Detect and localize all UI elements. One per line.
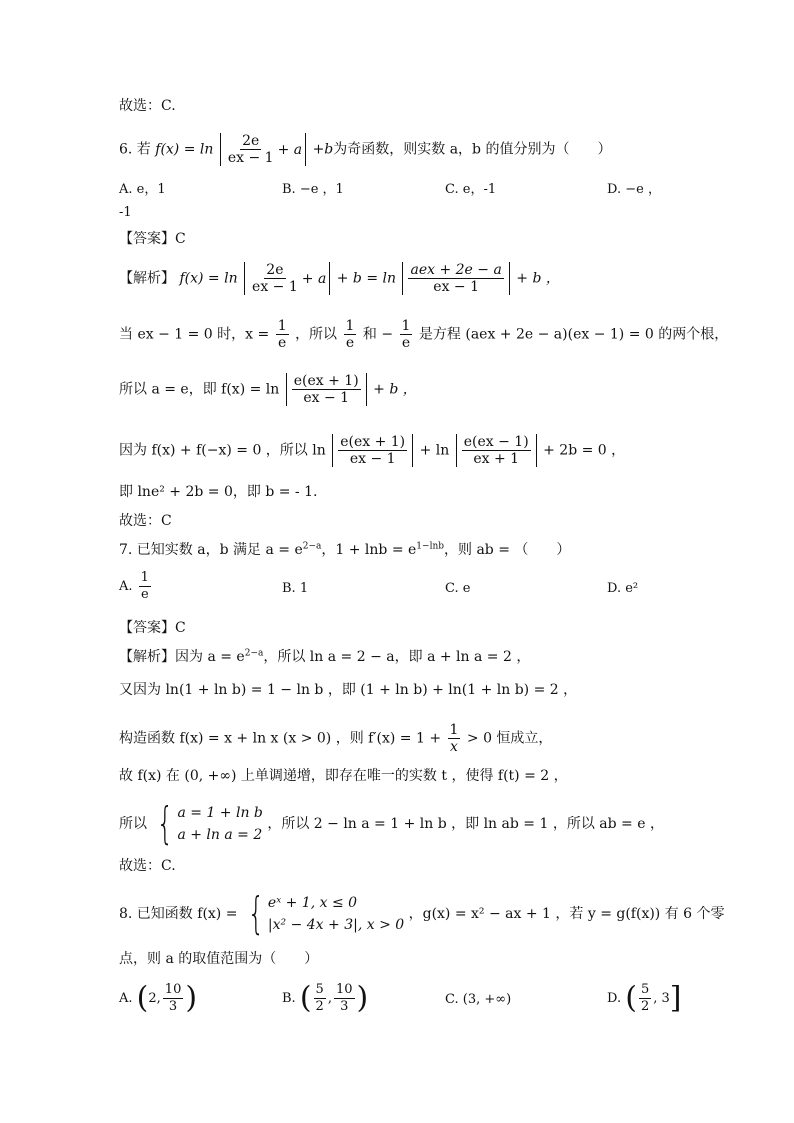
s7-l1-b: ，所以 ln a = 2 − a，即 a + ln a = 2 ， <box>263 649 531 665</box>
question-7 <box>119 540 570 560</box>
q7-a-den: e <box>140 587 149 602</box>
q8-d-label: D. <box>607 991 622 1006</box>
s7-l5-a: 所以 <box>119 816 147 832</box>
solution-label: 【解析】 <box>119 270 175 287</box>
s6-num-8: e(ex − 1) <box>463 434 529 450</box>
q6-frac <box>226 133 276 166</box>
s6-frac-3 <box>276 318 289 351</box>
q7-text: 7. 已知实数 a，b 满足 a = e <box>119 542 303 558</box>
question-8 <box>119 888 725 939</box>
s6-num-3: 1 <box>277 318 287 334</box>
s6-abs-5 <box>456 434 537 467</box>
solution-7-line-2: 又因为 ln(1 + ln b) = 1 − ln b ，即 (1 + ln b) + ln(1 + ln b) = 2 ， <box>119 682 578 698</box>
solution-7-line-4: 故 f(x) 在 (0, +∞) 上单调递增，即存在唯一的实数 t ，使得 f(t) = 2 ， <box>119 768 568 784</box>
answer-6: 【答案】C <box>119 231 186 247</box>
q8-d-num: 5 <box>640 982 650 997</box>
s6-l3-a: 所以 a = e，即 f(x) = ln <box>119 381 280 398</box>
q8-b: ，g(x) = x² − ax + 1 ，若 y = g(f(x)) 有 6 个零 <box>408 906 725 922</box>
q8-a: 8. 已知函数 f(x) = <box>119 906 238 922</box>
s6-l4-c: + 2b = 0 ， <box>543 442 626 459</box>
q7-option-b: B. 1 <box>282 581 309 596</box>
q6-option-d: D. −e ， <box>607 182 661 197</box>
q8-a-lead: 2, <box>148 991 161 1006</box>
s6-num-2: aex + 2e − a <box>410 262 502 278</box>
s6-l4-a: 因为 f(x) + f(−x) = 0 ，所以 ln <box>119 442 326 459</box>
q6-option-b: B. −e ，1 <box>282 182 344 197</box>
solution-7-line-1 <box>119 647 530 667</box>
s7-l5-b: ，所以 2 − ln a = 1 + ln b ，即 ln ab = 1 ，所以 ab = e ， <box>267 816 664 832</box>
q8-b-num-1: 5 <box>315 982 324 997</box>
q6-option-a: A. e，1 <box>119 182 166 197</box>
q8-option-a <box>119 982 197 1015</box>
q8-a-label: A. <box>119 991 133 1006</box>
q6-tail: 为奇函数，则实数 a，b 的值分别为（ ） <box>333 141 612 158</box>
q7-option-a <box>119 570 153 603</box>
solution-6-line-5: 即 lne² + 2b = 0，即 b = - 1. <box>119 484 318 500</box>
text-line: 故选：C. <box>119 98 176 114</box>
s6-plus-a: + a <box>301 270 327 287</box>
q6-den: ex − 1 <box>227 150 274 166</box>
question-6 <box>119 133 611 166</box>
solution-6-line-2 <box>119 318 728 351</box>
s6-abs-4 <box>332 434 413 467</box>
s6-frac-4 <box>344 318 357 351</box>
s6-l3-b: + b ， <box>373 381 417 398</box>
s6-num-1: 2e <box>266 262 284 278</box>
paren-open: ( <box>625 980 637 1016</box>
q6-option-d-cont: -1 <box>119 205 132 220</box>
q6-number: 6. 若 <box>119 141 151 158</box>
q8-a-den: 3 <box>168 999 178 1014</box>
q8-option-c: C. (3, +∞) <box>445 992 512 1007</box>
s6-den-4: e <box>345 335 355 351</box>
solution-7-line-3 <box>119 722 552 755</box>
q7-mid: ，1 + lnb = e <box>321 542 417 558</box>
paren-close: ) <box>356 980 369 1016</box>
s6-frac-6 <box>292 373 361 406</box>
s7-l3-num: 1 <box>449 722 459 738</box>
paren-open: ( <box>136 980 149 1016</box>
s6-plus-b: + b ， <box>516 270 560 287</box>
q8-d-frac <box>639 982 651 1015</box>
s6-frac-8 <box>462 434 531 467</box>
q7-option-d: D. e² <box>607 581 639 596</box>
q8-row-1: eˣ + 1, x ≤ 0 <box>267 895 358 911</box>
s6-den-3: e <box>278 335 287 351</box>
s6-abs-2 <box>402 262 509 295</box>
s6-frac-1 <box>250 262 300 295</box>
solution-7-line-5 <box>119 798 664 849</box>
q7-end: ，则 ab = （ ） <box>444 542 571 558</box>
s6-l4-b: + ln <box>419 442 450 459</box>
q8-b-num-2: 10 <box>335 982 353 997</box>
s6-l2-d: 是方程 (aex + 2e − a)(ex − 1) = 0 的两个根， <box>418 326 729 343</box>
paren-open: ( <box>299 980 312 1016</box>
q6-option-c: C. e，-1 <box>445 182 497 197</box>
s6-l2-c: 和 − <box>362 326 394 343</box>
q8-b-den-2: 3 <box>340 999 349 1014</box>
q8-b-label: B. <box>282 991 296 1006</box>
s7-row-1: a = 1 + ln b <box>177 805 263 821</box>
q8-option-b: B. ( $\frac{5}{2}$ , $\frac{10}{3}$ ) <box>282 980 369 1016</box>
q7-a-label: A. <box>119 579 133 594</box>
s6-abs-3 <box>286 373 367 406</box>
q8-rows <box>268 892 404 936</box>
q7-sup-1: 2−a <box>302 541 322 552</box>
s7-system <box>151 798 263 849</box>
s6-den-8: ex + 1 <box>473 451 520 467</box>
solution-7-line-6: 故选：C. <box>119 858 176 874</box>
paren-close: ) <box>185 980 198 1016</box>
s6-frac-7 <box>338 434 407 467</box>
s6-den-6: ex − 1 <box>303 390 350 406</box>
s7-row-2: a + ln a = 2 <box>177 827 263 843</box>
s7-l1: 【解析】因为 a = e <box>119 649 245 665</box>
q8-b-frac-1 <box>314 982 326 1015</box>
q6-plus-b: +b <box>312 141 334 158</box>
solution-6-line-1 <box>119 262 560 295</box>
s6-l2-b: ，所以 <box>295 326 338 343</box>
q7-sup-2: 1−lnb <box>416 541 444 552</box>
s6-frac-2 <box>408 262 503 295</box>
q8-a-num: 10 <box>164 982 182 997</box>
question-8-cont: 点，则 a 的取值范围为（ ） <box>119 951 319 967</box>
brace-symbol: { <box>247 888 265 939</box>
s7-l3-frac <box>448 722 461 755</box>
answer-7: 【答案】C <box>119 620 186 636</box>
q6-plus-a: + a <box>277 141 303 158</box>
s6-num-4: 1 <box>345 318 355 334</box>
s6-den-1: ex − 1 <box>252 279 298 295</box>
s6-den-2: ex − 1 <box>433 279 479 295</box>
s7-l3-b: > 0 恒成立， <box>466 730 553 747</box>
q8-d-tail: , 3 <box>653 991 670 1006</box>
s6-l2-a: 当 ex − 1 = 0 时，x = <box>119 326 270 343</box>
s6-den-5: e <box>401 335 411 351</box>
s6-frac-5 <box>400 318 413 351</box>
s6-eq: + b = ln <box>336 270 397 287</box>
s6-func: f(x) = ln <box>179 270 238 287</box>
q8-piecewise <box>242 888 405 939</box>
bracket-close: ] <box>669 980 682 1016</box>
q8-a-frac <box>163 982 184 1015</box>
s6-num-6: e(ex + 1) <box>293 373 359 389</box>
q8-row-2: |x² − 4x + 3|, x > 0 <box>267 917 405 933</box>
q7-a-num: 1 <box>140 570 149 585</box>
q7-option-c: C. e <box>445 581 471 596</box>
q6-num: 2e <box>242 133 260 149</box>
s6-num-5: 1 <box>401 318 411 334</box>
q8-b-den-1: 2 <box>315 999 324 1014</box>
q8-d-den: 2 <box>640 999 650 1014</box>
s6-abs-1 <box>244 262 330 295</box>
q6-func: f(x) = ln <box>155 141 214 158</box>
s7-l1-sup: 2−a <box>244 648 264 659</box>
s6-den-7: ex − 1 <box>349 451 396 467</box>
s7-l3-a: 构造函数 f(x) = x + ln x (x > 0) ，则 f′(x) = 1 + <box>119 730 442 747</box>
q8-b-frac-2 <box>334 982 355 1015</box>
q8-option-d <box>607 982 682 1015</box>
s7-system-rows <box>177 802 262 846</box>
brace-symbol: { <box>157 798 174 849</box>
solution-6-line-6: 故选：C <box>119 513 172 529</box>
solution-6-line-4 <box>119 434 625 467</box>
s6-num-7: e(ex + 1) <box>340 434 406 450</box>
s7-l3-den: x <box>450 739 458 755</box>
solution-6-line-3 <box>119 373 417 406</box>
q6-abs <box>220 133 306 166</box>
q7-a-frac <box>139 570 151 603</box>
